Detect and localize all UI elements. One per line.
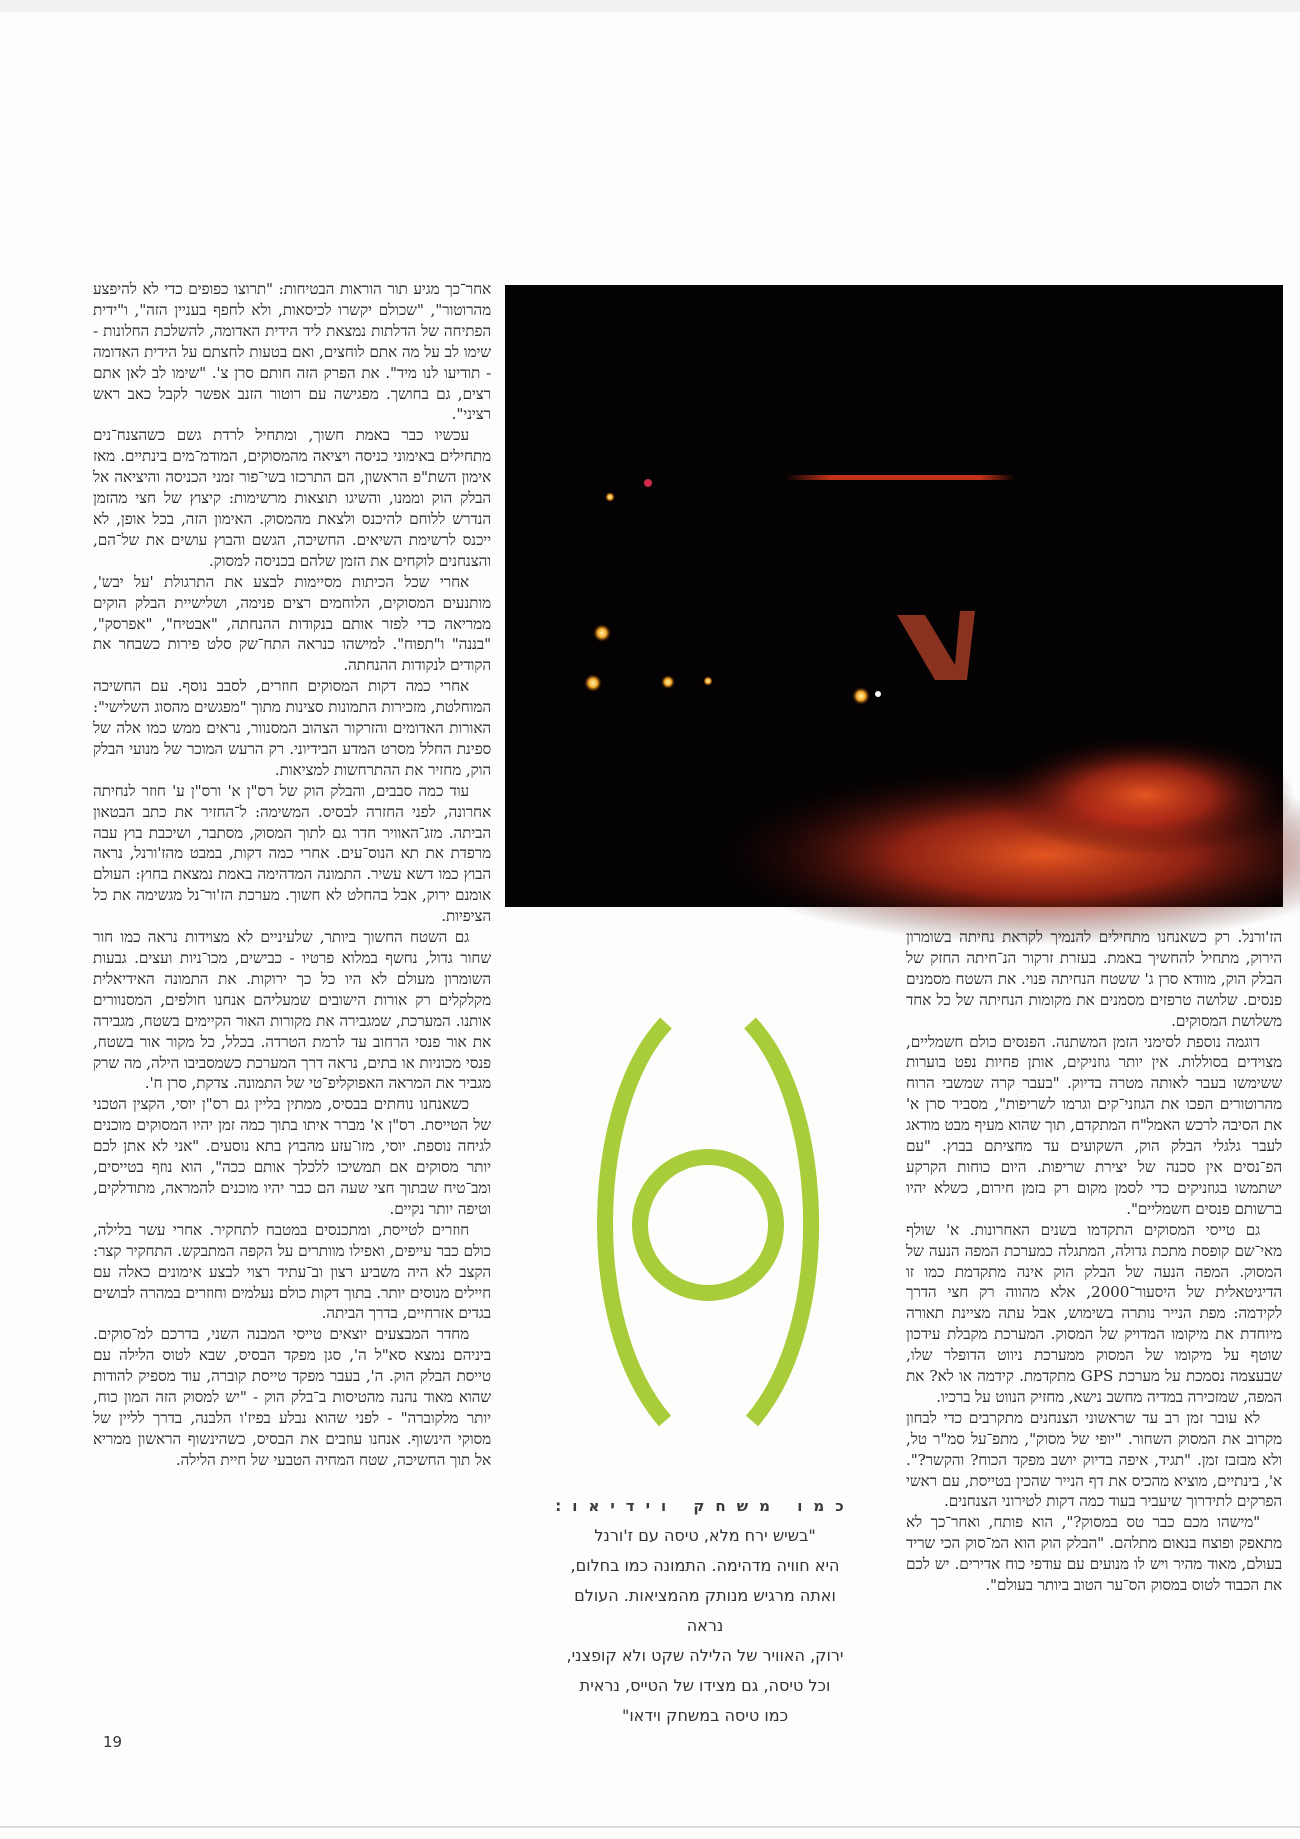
pull-quote-body xyxy=(555,1521,855,1731)
paragraph: אחרי שכל הכיתות מסיימות לבצע את התרגולת 'על יבש', מותנעים המסוקים, הלוחמים רצים פנימה, ושלישיית הבלק הוקים ממריאה כדי לפזר אותם בנקודות ההנחתה, "אבטיח", "אפרסק", "בננה" ו"תפוח". למישהו כנראה התח־שק סלט פירות כשבחר את הקודים לנקודות ההנחתה. xyxy=(93,572,491,675)
article-column-right xyxy=(906,927,1282,1596)
light-streak xyxy=(785,475,1015,480)
light-dot xyxy=(605,492,615,502)
article-column-left xyxy=(93,279,491,1471)
paragraph: גם השטח החשוך ביותר, שלעיניים לא מצוידות נראה כמו חור שחור גדול, נחשף במלוא פרטיו - כבישים, מכו־ניות ועצים. גבעות השומרון מעולם לא היו כל כך ירוקות. את התמונה האידיאלית מקלקלים רק אורות הישובים שמעליהם אנחנו חולפים, המסנוורים אותנו. המערכת, שמגבירה את מקורות האור הקיימים בשטח, מגבירה את אור פנסי הרחוב עד לרמת הטרדה. בכלל, כל מקור אור בשטח, פנסי מכוניות או בתים, נראה דרך המערכת כשמסביבו הילה, מה שרק מגביר את המראה האפוקליפ־טי של התמונה. צדקת, סרן ח'. xyxy=(93,928,491,1093)
light-dot xyxy=(661,675,675,689)
bottom-rule xyxy=(0,1826,1300,1828)
photo-credit: צילום: דוני הדמן xyxy=(1013,1078,1027,1162)
paragraph: אחר־כך מגיע תור הוראות הבטיחות: "תרוצו כפופים כדי לא להיפצע מהרוטור", "שכולם יקשרו לכיסאות, ולא לחפף בעניין הזה", ו"ידית הפתיחה של הדלתות נמצאת ליד הידית האדומה, להשלכת החלונות - שימו לב על מה אתם לוחצים, ואם בטעות לחצתם על הידית האדומה - תודיעו לנו מיד". את הפרק הזה חותם סרן צ'. "שימו לב לאן אתם רצים, גם בחושך. מפגישה עם רוטור הזנב אפשר לקבל כאב ראש רציני". xyxy=(93,280,491,424)
pull-quote-line: "בשיש ירח מלא, טיסה עם ז'ורנל xyxy=(594,1526,816,1545)
pull-quote-line: ואתה מרגיש מנותק מהמציאות. העולם נראה xyxy=(574,1586,836,1635)
photo-illustration xyxy=(505,285,1283,907)
tail-fin-shape xyxy=(897,611,975,680)
pull-quote-line: היא חוויה מדהימה. התמונה כמו בחלום, xyxy=(570,1556,840,1575)
light-dot xyxy=(584,674,602,692)
pull-quote-line: כמו טיסה במשחק וידאו" xyxy=(621,1706,789,1725)
paragraph: חוזרים לטייסת, ומתכנסים במטבח לתחקיר. אחרי עשר בלילה, כולם כבר עייפים, ואפילו מוותרים על הקפה המתבקש. התחקיר קצר: הקצב לא היה משביע רצון וב־עתיד רצוי לבצע אימונים כאלה עם חיילים מנוסים יותר. בתוך דקות כולם נעלמים וחוזרים במהרה לבושים בגדים אזרחיים, בדרך הביתה. xyxy=(93,1220,491,1323)
pull-quote-line: ירוק, האוויר של הלילה שקט ולא קופצני, xyxy=(566,1646,844,1665)
pull-quote-heading: כמו משחק וידיאו: xyxy=(555,1497,855,1515)
top-rule xyxy=(0,0,1300,12)
pull-quote xyxy=(555,1497,855,1731)
paragraph: גם טייסי המסוקים התקדמו בשנים האחרונות. א' שולף מאי־שם קופסת מתכת גדולה, המתגלה כמערכת המפה הנעה של המסוק. המפה הנעה של הבלק הוק אינה מתקדמת כמו זו הדיגיטאלית של היסעור־2000, אלא מהווה רק חצי הדרך לקידמה: מפת הנייר נותרה בשימוש, אבל עתה מציינת תאורה מיוחדת את מיקומו המדויק של המסוק. המערכת מקבלת עידכון שוטף על מיקומו של המסוק ממערכת ניווט הדופלר שלו, שבעצמה נסמכת על מערכת GPS מתקדמת. קידמה או לא? את המפה, שמזכירה במדיה מחשב נישא, מחזיק הנווט על ברכיו. xyxy=(906,1220,1282,1406)
light-dot xyxy=(593,624,611,642)
paragraph: לא עובר זמן רב עד שראשוני הצנחנים מתקרבים כדי לבחון מקרוב את המסוק השחור. "יופי של מסוק", מתפ־על סמ"ר טל, ולא מבזבז זמן. "תגיד, איפה בדיוק יושב מפקד הכוח? והקשר?". א', בינתיים, מוציא מהכיס את דף הנייר שהכין בטייסת, עם ראשי הפרקים לתידרוך שיעביר בעוד כמה דקות לטירוני הצנחנים. xyxy=(906,1408,1282,1511)
eye-logo-icon xyxy=(570,1003,850,1423)
paragraph: כשאנחנו נוחתים בבסיס, ממתין בליין גם רס"ן יוסי, הקצין הטכני של הטייסת. רס"ן א' מברר איתו בתוך כמה זמן יהיו המסוקים מוכנים לגיחה נוספת. יוסי, מזו־עזע מהבוץ בתא נוסעים. "אני לא אתן לכם יותר מסוקים אם תמשיכו ללכלך אותם ככה", הוא נוזף בטייסים, ומב־טיח שבתוך חצי שעה הם כבר יהיו מוכנים להמראה, מתודלקים, וטיפה יותר נקיים. xyxy=(93,1095,491,1218)
light-dot xyxy=(703,676,713,686)
paragraph: עוד כמה סבבים, והבלק הוק של רס"ן א' ורס"ן ע' חוזר לנחיתה אחרונה, לפני החזרה לבסיס. המשימה: ל־החזיר את כתב הבטאון הביתה. מזג־האוויר חדר גם לתוך המסוק, מסתבר, ושיכבת בוץ עבה מרפדת את תא הנוס־עים. אחרי כמה דקות, במבט מהז'ורנל, נראה הבוץ כמו דשא עשיר. התמונה המדהימה באמת נמצאת בחוץ: העולם אומנם ירוק, אבל בהחלט לא חשוך. מערכת הז'ור־נל מגשימה את כל הציפיות. xyxy=(93,781,491,926)
paragraph: אחרי כמה דקות המסוקים חוזרים, לסבב נוסף. עם החשיכה המוחלטת, מזכירות התמונות סצינות מתוך "מפגשים מהסוג השלישי": האורות האדומים והזרקור הצהוב המסנוור, נראים ממש כמו אלה של ספינת החלל מסרט המדע הבידיוני. רק הרעש המוכר של מנועי הבלק הוק, מחזיר את ההתרחשות למציאות. xyxy=(93,677,491,779)
eye-pupil-ring xyxy=(640,1157,776,1293)
light-dot xyxy=(852,687,870,705)
light-dot-red xyxy=(644,479,652,487)
paragraph: מחדר המבצעים יוצאים טייסי המבנה השני, בדרכם למ־סוקים. ביניהם נמצא סא"ל ה', סגן מפקד הבסיס, שבא לטוס הלילה עם טייסת הבלק הוק. ה', בעבר מפקד טייסת קוברה, עוד מספיק להודות שהוא מאוד נהנה מהטיסות ב־בלק הוק - "יש למסוק הזה המון כוח, יותר מלקוברה" - לפני שהוא נבלע בפיז'ו הלבנה, בדרך לליין של מסוקי הינשוף. אנחנו עוזבים את הבסיס, כשהינשוף הראשון ממריא אל תוך החשיכה, שטח המחיה הטבעי של חיית הלילה. xyxy=(93,1325,491,1469)
page-number: 19 xyxy=(103,1733,123,1751)
ground-glow-2 xyxy=(995,735,1295,855)
paragraph: הז'ורנל. רק כשאנחנו מתחילים להנמיך לקראת נחיתה בשומרון הירוק, מתחיל להחשיך באמת. בעזרת זרקור הנ־חיתה החזק של הבלק הוק, מוודא סרן ג' ששטח הנחיתה פנוי. את השטח מסמנים פנסים. שלושה טרפזים מסמנים את מקומות הנחיתה של כל אחד משלושת המסוקים. xyxy=(906,928,1282,1030)
light-dot-white xyxy=(875,691,881,697)
paragraph: דוגמה נוספת לסימני הזמן המשתנה. הפנסים כולם חשמליים, מצוידים בסוללות. אין יותר גוזניקים, אותן פחיות נפט בוערות ששימשו בעבר לאותה מטרה בדיוק. "בעבר קרה שמשבי הרוח מהרוטורים הפכו את הגוזני־קים וגרמו לשריפות", מסביר סרן א' את הסיבה לרכש האמל"ח המתקדם, תוך שהוא מעיף מבט מודאג לעבר גלגלי הבלק הוק, השקועים עד מחציתם בבוץ. "עם הפ־נסים אין סכנה של יצירת שריפות. היום כוחות הקרקע ישתמשו בגוזניקים כדי לסמן מקום רק בזמן חירום, כשלא יהיו ברשותם פנסים חשמליים". xyxy=(906,1032,1282,1218)
pull-quote-line: וכל טיסה, גם מצידו של הטייס, נראית xyxy=(579,1676,831,1695)
paragraph: "מישהו מכם כבר טס במסוק?", הוא פותח, ואחר־כך לא מתאפק ופוצח בנאום מתלהם. "הבלק הוק הוא המ־סוק הכי שריד בעולם, מאוד מהיר ויש לו מנועים עם עודפי כוח אדירים. יש לכם את הכבוד לטוס במסוק הס־ער הטוב ביותר בעולם". xyxy=(906,1513,1282,1595)
paragraph: עכשיו כבר באמת חשוך, ומתחיל לרדת גשם כשהצנח־נים מתחילים באימוני כניסה ויציאה מהמסוקים, המודמ־מים בינתיים. מאז אימון השת"פ הראשון, הם התרכזו בשי־פור זמני הכניסה והיציאה אל הבלק הוק וממנו, והשיגו תוצאות מרשימות: קיצוץ של חצי מהזמן הנדרש ללוחם להיכנס ולצאת מהמסוק. האימון הזה, בכל אופן, לא ייכנס לרשימת השיאים. החשיכה, הגשם והבוץ עושים את של־הם, והצנחנים לוקחים את הזמן שלהם בכניסה למסוק. xyxy=(93,426,491,570)
